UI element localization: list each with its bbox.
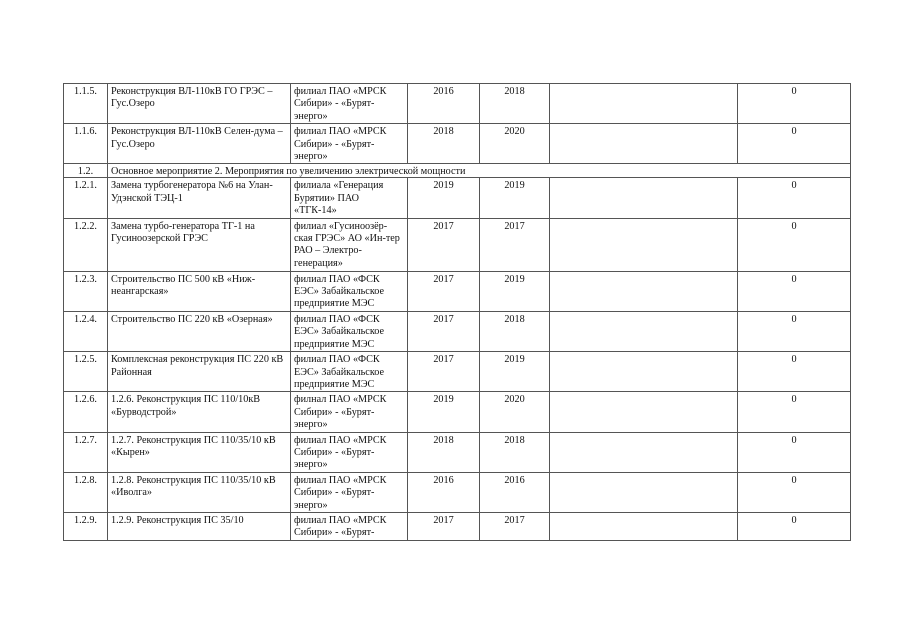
end-year: 2020 — [480, 392, 550, 432]
row-number: 1.2.5. — [64, 352, 108, 392]
note-cell — [550, 392, 738, 432]
note-cell — [550, 84, 738, 124]
value-cell: 0 — [738, 271, 851, 311]
row-number: 1.2.7. — [64, 432, 108, 472]
table-row — [64, 124, 851, 164]
start-year: 2019 — [408, 178, 480, 218]
note-cell — [550, 178, 738, 218]
row-number: 1.2.2. — [64, 218, 108, 271]
executor-org: филиал ПАО «МРСК Сибири» - «Бурят-энерго» — [291, 84, 408, 124]
table-row — [64, 432, 851, 472]
value-cell: 0 — [738, 218, 851, 271]
row-number: 1.2. — [64, 164, 108, 178]
start-year: 2016 — [408, 472, 480, 512]
end-year: 2019 — [480, 352, 550, 392]
note-cell — [550, 472, 738, 512]
executor-org: филиал ПАО «ФСК ЕЭС» Забайкальское предприятие МЭС — [291, 311, 408, 351]
measure-name: Реконструкция ВЛ-110кВ Селен-дума – Гус.Озеро — [108, 124, 291, 164]
table-row — [64, 472, 851, 512]
row-number: 1.2.9. — [64, 512, 108, 540]
end-year: 2018 — [480, 84, 550, 124]
value-cell: 0 — [738, 472, 851, 512]
end-year: 2019 — [480, 271, 550, 311]
value-cell: 0 — [738, 178, 851, 218]
executor-org: филиал ПАО «МРСК Сибири» - «Бурят- — [291, 512, 408, 540]
measure-name: Замена турбогенератора №6 на Улан-Удэнской ТЭЦ-1 — [108, 178, 291, 218]
value-cell: 0 — [738, 311, 851, 351]
note-cell — [550, 124, 738, 164]
end-year: 2018 — [480, 432, 550, 472]
measure-name: 1.2.9. Реконструкция ПС 35/10 — [108, 512, 291, 540]
start-year: 2017 — [408, 218, 480, 271]
measure-name: Комплексная реконструкция ПС 220 кВ Районная — [108, 352, 291, 392]
table-row — [64, 512, 851, 540]
executor-org: филнал ПАО «МРСК Сибири» - «Бурят-энерго» — [291, 392, 408, 432]
start-year: 2019 — [408, 392, 480, 432]
value-cell: 0 — [738, 84, 851, 124]
start-year: 2016 — [408, 84, 480, 124]
measure-name: Замена турбо-генератора ТГ-1 на Гусиноозерской ГРЭС — [108, 218, 291, 271]
value-cell: 0 — [738, 432, 851, 472]
measure-name: 1.2.8. Реконструкция ПС 110/35/10 кВ «Иволга» — [108, 472, 291, 512]
start-year: 2017 — [408, 512, 480, 540]
row-number: 1.2.8. — [64, 472, 108, 512]
measure-name: 1.2.7. Реконструкция ПС 110/35/10 кВ «Кырен» — [108, 432, 291, 472]
note-cell — [550, 311, 738, 351]
table-row — [64, 218, 851, 271]
row-number: 1.2.3. — [64, 271, 108, 311]
end-year: 2018 — [480, 311, 550, 351]
note-cell — [550, 218, 738, 271]
executor-org: филиал ПАО «МРСК Сибири» - «Бурят-энерго» — [291, 432, 408, 472]
end-year: 2017 — [480, 512, 550, 540]
end-year: 2016 — [480, 472, 550, 512]
measure-name: Реконструкция ВЛ-110кВ ГО ГРЭС – Гус.Озеро — [108, 84, 291, 124]
executor-org: филиал «Гусиноозёр-ская ГРЭС» АО «Ин-тер РАО – Электро-генерация» — [291, 218, 408, 271]
note-cell — [550, 271, 738, 311]
start-year: 2017 — [408, 311, 480, 351]
row-number: 1.2.6. — [64, 392, 108, 432]
start-year: 2017 — [408, 271, 480, 311]
executor-org: филиал ПАО «МРСК Сибири» - «Бурят-энерго» — [291, 472, 408, 512]
value-cell: 0 — [738, 512, 851, 540]
row-number: 1.1.6. — [64, 124, 108, 164]
value-cell: 0 — [738, 124, 851, 164]
table-row — [64, 271, 851, 311]
executor-org: филиала «Генерация Бурятии» ПАО «ТГК-14» — [291, 178, 408, 218]
row-number: 1.1.5. — [64, 84, 108, 124]
section-row — [64, 164, 851, 178]
start-year: 2017 — [408, 352, 480, 392]
measure-name: 1.2.6. Реконструкция ПС 110/10кВ «Бурводстрой» — [108, 392, 291, 432]
measure-name: Строительство ПС 500 кВ «Ниж-неангарская» — [108, 271, 291, 311]
note-cell — [550, 432, 738, 472]
value-cell: 0 — [738, 352, 851, 392]
measures-table — [63, 83, 851, 541]
measure-name: Строительство ПС 220 кВ «Озерная» — [108, 311, 291, 351]
end-year: 2019 — [480, 178, 550, 218]
executor-org: филиал ПАО «ФСК ЕЭС» Забайкальское предприятие МЭС — [291, 352, 408, 392]
section-title: Основное мероприятие 2. Мероприятия по увеличению электрической мощности — [108, 164, 851, 178]
executor-org: филиал ПАО «МРСК Сибири» - «Бурят-энерго» — [291, 124, 408, 164]
start-year: 2018 — [408, 432, 480, 472]
start-year: 2018 — [408, 124, 480, 164]
table-row — [64, 311, 851, 351]
end-year: 2017 — [480, 218, 550, 271]
end-year: 2020 — [480, 124, 550, 164]
note-cell — [550, 352, 738, 392]
table-row — [64, 392, 851, 432]
note-cell — [550, 512, 738, 540]
table-row — [64, 352, 851, 392]
row-number: 1.2.4. — [64, 311, 108, 351]
table-row — [64, 178, 851, 218]
value-cell: 0 — [738, 392, 851, 432]
row-number: 1.2.1. — [64, 178, 108, 218]
executor-org: филиал ПАО «ФСК ЕЭС» Забайкальское предприятие МЭС — [291, 271, 408, 311]
table-row — [64, 84, 851, 124]
